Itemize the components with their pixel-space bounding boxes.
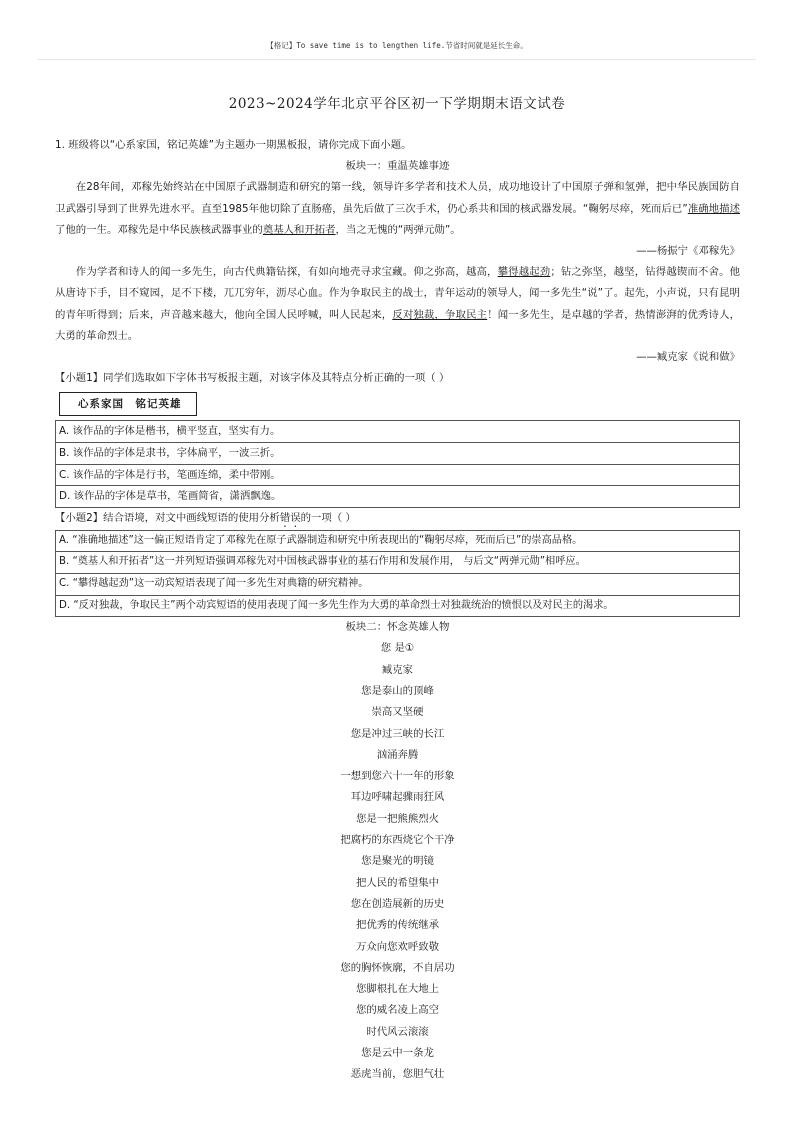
option-a[interactable]: A. 该作品的字体是楷书，横平竖直，坚实有力。 (56, 421, 739, 443)
block2-title: 板块二：怀念英雄人物 (345, 621, 450, 634)
subquestion-2-prompt (55, 508, 740, 530)
passage-text: 在28年间，邓稼先始终站在中国原子武器制造和研究的第一线，领导许多学者和技术人员，成功地设计了中国原子弹和氢弹，把中华民族国防自卫武器引导到了世界先进水平。直至1985年他切除了直肠癌，虽先后做了三次手术，仍心系共和国的核武器发展。“鞠躬尽瘁，死而后已” (55, 181, 740, 215)
poem (55, 638, 740, 1085)
underlined-phrase: 奠基人和开拓者 (262, 223, 336, 236)
poem-title: 您 是① (380, 642, 415, 655)
poem-line: 耳边呼啸起骤雨狂风 (350, 791, 445, 804)
poem-line: 时代风云滚滚 (366, 1025, 429, 1038)
poem-line: 恶虎当前，您胆气壮 (350, 1068, 445, 1081)
page-title: 2023~2024学年北京平谷区初一下学期期末语文试卷 (228, 96, 566, 112)
passage-source: ——臧克家《说和做》 (636, 351, 740, 364)
option-d[interactable]: D. “反对独裁，争取民主”两个动宾短语的使用表现了闻一多先生作为大勇的革命烈士对独裁统治的愤恨以及对民主的渴求。 (56, 596, 739, 618)
poem-line: 把人民的希望集中 (355, 876, 440, 889)
poem-line: 把腐朽的东西烧它个干净 (340, 834, 455, 847)
option-b[interactable]: B. “奠基人和开拓者”这一并列短语强调邓稼先对中国核武器事业的基石作用和发展作用， 与后文“两弹元勋”相呼应。 (56, 552, 739, 574)
poem-line: 您是一把熊熊烈火 (355, 812, 440, 825)
passage-deng-jiaxian (55, 177, 740, 241)
option-a[interactable]: A. “准确地描述”这一偏正短语肯定了邓稼先在原子武器制造和研究中所表现出的“鞠躬尽瘁，死而后已”的崇高品格。 (56, 531, 739, 553)
poem-line: 把优秀的传统继承 (355, 919, 440, 932)
option-d[interactable]: D. 该作品的字体是草书，笔画简省，潇洒飘逸。 (56, 486, 739, 508)
poem-author: 臧克家 (381, 663, 414, 676)
passage-text: 作为学者和诗人的闻一多先生，向古代典籍钻探，有如向地壳寻求宝藏。仰之弥高，越高， (75, 266, 498, 279)
underlined-phrase: 攀得越起劲 (497, 266, 551, 279)
block1-title: 板块一：重温英雄事迹 (345, 160, 450, 173)
passage-text: ！闻一多先生，是卓越的学者，热情澎湃的优秀诗人，大勇的革命烈士。 (55, 308, 741, 342)
poem-line: 您是泰山的顶峰 (361, 684, 434, 697)
passage-text: ；钻之弥坚，越坚，钻得越锲而不舍。他从唐诗下手，目不窥园，足不下楼，兀兀穷年，沥尽心血。作为争取民主的战士，青年运动的领导人，闻一多先生“说”了。起先，小声说，只有昆明的青年听得到；后来，声音越来越大，他向全国人民呼喊，叫人民起来， (55, 266, 741, 321)
subquestion-2-options (55, 530, 740, 617)
option-c[interactable]: C. “攀得越起劲”这一动宾短语表现了闻一多先生对典籍的研究精神。 (56, 574, 739, 596)
underlined-phrase: 准确地描述 (687, 202, 740, 215)
passage-wen-yiduo (55, 262, 740, 347)
poem-line: 您的胸怀恢廓，不自居功 (340, 961, 455, 974)
poem-line: 您脚根扎在大地上 (355, 983, 440, 996)
prompt-text: 【小题2】结合语境，对文中画线短语的使用分析 (55, 511, 280, 524)
poem-line: 您是聚光的明镜 (361, 855, 434, 868)
passage-source: ——杨振宁《邓稼先》 (636, 245, 740, 258)
poem-line: 您是冲过三峡的长江 (350, 727, 445, 740)
poem-line: 您是云中一条龙 (361, 1047, 434, 1060)
poem-line: 汹涌奔腾 (376, 748, 419, 761)
poem-lines (55, 681, 740, 1086)
underlined-phrase: 反对独裁，争取民主 (392, 308, 488, 321)
emphasis-mark: 错误 (279, 511, 301, 524)
prompt-text: 的一项（ ） (300, 511, 356, 524)
poem-line: 崇高又坚硬 (371, 706, 424, 719)
passage-text: 了他的一生。邓稼先是中华民族核武器事业的 (55, 223, 263, 236)
option-b[interactable]: B. 该作品的字体是隶书，字体扁平，一波三折。 (56, 443, 739, 465)
poem-line: 万众向您欢呼致敬 (355, 940, 440, 953)
subquestion-1-prompt: 【小题1】同学们选取如下字体书写板报主题，对该字体及其特点分析正确的一项（ ） (55, 372, 450, 385)
poem-line: 一想到您六十一年的形象 (340, 770, 455, 783)
option-c[interactable]: C. 该作品的字体是行书，笔画连绵，柔中带刚。 (56, 465, 739, 487)
calligraphy-sample: 心系家国 铭记英雄 (59, 392, 197, 416)
passage-text: ，当之无愧的“两弹元勋”。 (335, 223, 461, 236)
header-divider (38, 59, 756, 60)
question-1 (55, 135, 740, 1086)
motto-header: 【格记】To save time is to lengthen life.节省时间就是延长生命。 (266, 41, 528, 50)
subquestion-1-options (55, 420, 740, 507)
poem-line: 您在创造展新的历史 (350, 897, 445, 910)
question-intro: 1. 班级将以“心系家国，铭记英雄”为主题办一期黑板报，请你完成下面小题。 (55, 139, 412, 151)
poem-line: 您的威名凌上高空 (355, 1004, 440, 1017)
